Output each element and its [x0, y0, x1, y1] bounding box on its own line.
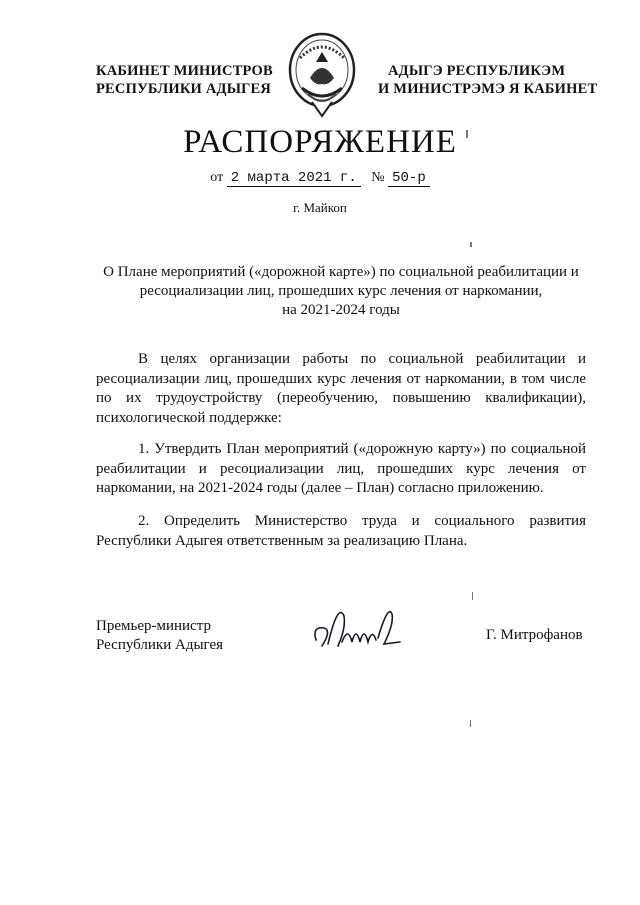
paragraph-2-text: 1. Утвердить План мероприятий («дорожную карту») по социальной реабилитации и ресоциализации лиц, прошедших курс лечения от наркомании, на 2021-2024 годы (далее – План) согласно приложению. — [96, 441, 586, 496]
subject-line3: на 2021-2024 годы — [282, 302, 400, 318]
paragraph-3-text: 2. Определить Министерство труда и социального развития Республики Адыгея ответственным за реализацию Плана. — [96, 513, 586, 549]
signer-position-line1: Премьер-министр — [96, 618, 211, 634]
date-prefix: от — [210, 170, 224, 185]
paragraph-1-text: В целях организации работы по социальной реабилитации и ресоциализации лиц, прошедших курс лечения от наркомании, в том числе по их трудоустройству (переобучению, повышению квалификации), психологической поддержке: — [96, 351, 586, 426]
date-value: 2 марта 2021 г. — [227, 170, 361, 187]
scan-mark — [466, 130, 468, 138]
signer-position — [96, 617, 223, 655]
header-left-block — [96, 62, 286, 98]
header-left-line1: КАБИНЕТ МИНИСТРОВ — [96, 63, 273, 79]
scan-mark — [470, 720, 471, 727]
date-number-line — [0, 170, 640, 186]
signer-name: Г. Митрофанов — [486, 627, 583, 643]
paragraph-item-1 — [96, 440, 586, 499]
scan-mark — [470, 242, 472, 247]
header-left-line2: РЕСПУБЛИКИ АДЫГЕЯ — [96, 81, 272, 97]
subject-line2: ресоциализации лиц, прошедших курс лечения от наркомании, — [139, 283, 543, 299]
number-value: 50-р — [388, 170, 430, 187]
number-prefix: № — [371, 170, 385, 185]
header-right-line1: АДЫГЭ РЕСПУБЛИКЭМ — [388, 63, 566, 79]
document-title: РАСПОРЯЖЕНИЕ — [183, 124, 457, 160]
header-right-line2: И МИНИСТРЭМЭ Я КАБИНЕТ — [378, 81, 598, 97]
handwritten-signature — [308, 598, 408, 660]
coat-of-arms-icon — [282, 28, 362, 120]
signer-position-line2: Республики Адыгея — [96, 637, 224, 653]
city: г. Майкоп — [293, 200, 347, 215]
scan-mark — [472, 592, 473, 600]
subject-line1: О Плане мероприятий («дорожной карте») по социальной реабилитации и — [103, 264, 579, 280]
header-right-block — [378, 62, 608, 98]
document-subject — [96, 263, 586, 320]
paragraph-preamble — [96, 350, 586, 428]
paragraph-item-2 — [96, 512, 586, 551]
